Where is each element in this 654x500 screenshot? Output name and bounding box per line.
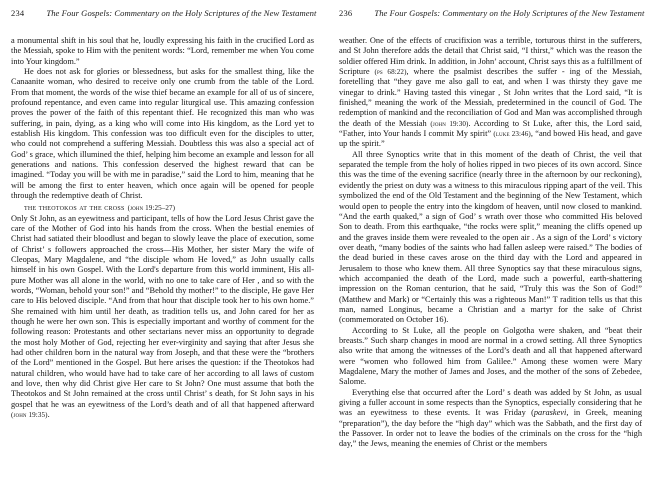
scripture-reference: (john 19:35) [11,411,48,420]
paragraph [339,388,642,450]
paragraph-text: , where the psalmist describes the suffer - ing of the Messiah, foretelling that “they gave me also gall to eat, and when I was thirsty they gave me vinegar to drink.” Having tasted this vinegar , St John writes that the Lord said, “It is finished,” meaning the work of the Messiah, predetermined in the council of God. The redemption of mankind and the reconciliation of God and Man was accomplished through the death of the Messiah [339,67,643,128]
paragraph [339,36,642,150]
running-header-right [339,8,645,22]
paragraph-tail: . [47,410,50,420]
paragraph-text: . According to St Luke, after this, the Lord said, “Father, into Your hands I commit My spirit” [339,118,642,139]
paragraph: He does not ask for glories or blessedness, but asks for the smallest thing, like the Canaanite woman, who desired to receive only one crumb from the table of the Lord. From that moment, the words of the wise thief became an example for all of us of sincere, profound repentance, and even came into regular liturgical use. This amazing confession proves the power of the faith of this repentant thief. He recognized this man who was suffering, in pain, dying, as a king who will come into His kingdom, as the Lord yet to establish His kingdom. This confession was too difficult even for the disciples to utter, who could not comprehend a suffering Messiah. Doubtless this was also a special act of God’ s grace, which illumined the thief, helping him become an example and lesson for all generations and nations. This confession deserved the highest reward that can be imagined. “Today you will be with me in paradise,” said the Lord to him, meaning that he will be among the first to enter heaven, which once again will be opened for people through the redemptive death of Christ. [11,67,314,201]
paragraph [339,326,642,388]
page-right [327,0,654,500]
scripture-reference: (john 19:30) [430,119,469,128]
paragraph [339,150,642,326]
section-heading-reference: (john 19:25–27) [127,203,176,212]
paragraph-text: weather. One of the effects of crucifixion was a terrible, torturous thirst in the sufferers, and St John therefore adds the detail that Christ said, “I thirst,” which was the reason the soldier offered Him drink. In addition, in John’ account, Christ says this as a fulfillment of Scripture [339,36,642,77]
scripture-reference: (luke 23:46) [493,130,531,139]
section-heading [11,202,314,214]
foreign-term: paraskevi [533,408,567,418]
scripture-reference: (ps 68:22) [374,68,407,77]
section-heading-title: the theotokos at the cross [24,201,125,212]
paragraph-text: , “and bowed His head, and gave up the spirit.” [339,129,643,149]
paragraph-text: , in Greek, meaning “preparation”), the day before the “high day” which was the Sabbath, and the first day of the Passover. In order not to leave the bodies of the criminals on the cross for the “high day,” the Jews, meaning the enemies of Christ or the members [339,408,642,449]
body-column-left [11,36,314,420]
running-title-left: The Four Gospels: Commentary on the Holy Scriptures of the New Testament [46,8,317,18]
paragraph-text: Only St John, as an eyewitness and participant, tells of how the Lord Jesus Christ gave the care of the Mother of God into his hands from the cross. When the bestial enemies of Christ had satiated their bloodlust and began to slowly leave the place of execution, some of Christ’ s followers approached the cross—His Mother, her sister Mary the wife of Cleopas, Mary Magdalene, and “the disciple whom He loved,” as John usually calls himself in his own Gospel. With the Lord's departure from this world imminent, His all-pure Mother was all alone in the world, with no one to take care of Her , and so with the words, “Woman, behold your son!” and “Behold thy mother!” to the disciple, He gave Her care to His beloved disciple. “And from that hour that disciple took her to his own home.” She remained with him until her death, as tradition tells us, and John cared for her as though he were her own son. This is especially important and worthy of comment for the following reason: Protestants and other sectarians never miss an opportunity to degrade the most holy Mother of God, rejecting her ever-virginity and saying that after Jesus she had other children born in the natural way from Joseph, and that these were the “brothers of the Lord” mentioned in the Gospel. But here arises the question: if the Theotokos had natural children, who would have had to take care of her according to all laws of custom and love, then why did Christ give Her care to St John? One must assume that both the Theotokos and St John remained at the cross until Christ’ s death, for St John says in his gospel that he was an eyewitness of the Lord’s death and of all that happened afterward [11,213,314,409]
paragraph-text: All three Synoptics write that in this moment of the death of Christ, the veil that separated the temple from the holy of holies ripped in two pieces of its own accord. Since this was the time of the evening sacrifice (nearly three in the afternoon by our reckoning), evidently the priest on duty was a witness to this miraculous ripping apart of the veil. This symbolized the end of the Old Testament and the beginning of the New Testament, which would open to people the entry into the kingdom of heaven, until now closed to mankind. “And the earth quaked,” a sign of God’ s wrath over those who committed His beloved Son to death. From this earthquake, “the rocks were split,” meaning the cliffs opened up and the graves inside them were revealed to the open air . As a sign of the Lord’ s victory over death, “many bodies of the saints who had fallen asleep were raised.” The bodies of the dead buried in these caves arose on the third day with the Lord and appeared in Jerusalem to those who knew them. All three Synoptics say that these miraculous signs, which accompanied the death of the Lord, made such a powerful, earth-shattering impression on the Roman centurion, that he said, “Truly this was the Son of God!” (Matthew and Mark) or “Certainly this was a righteous Man!” T radition tells us that this man, named Longinus, became a Christian and a martyr for the sake of Christ (commemorated on October 16). [339,149,642,325]
folio-right: 236 [339,8,353,18]
running-header-left [11,8,317,22]
body-column-right [339,36,642,450]
paragraph-text: According to St Luke, all the people on Golgotha were shaken, and “beat their breasts.” Such sharp changes in mood are normal in a crowd setting. All three Synoptics also write that among the witnesses of the Lord’s death and all that happened afterward were “women who followed him from Galilee.” Among these women were Mary Magdalene, Mary the mother of James and Joses, and the mother of the sons of Zebedee, Salome. [339,325,642,387]
paragraph: a monumental shift in his soul that he, loudly expressing his faith in the crucified Lord as the Messiah, spoke to Him with the penitent words: “Lord, remember me when You come into Your kingdom.” [11,36,314,66]
folio-left: 234 [11,8,25,18]
paragraph [11,214,314,421]
paragraph-text: Everything else that occurred after the Lord’ s death was added by St John, as usual giving a fuller account in some respects than the Synoptics, especially considering that he was an eyewitness to these events. It was Friday ( [339,387,642,418]
running-title-right: The Four Gospels: Commentary on the Holy Scriptures of the New Testament [374,8,645,18]
